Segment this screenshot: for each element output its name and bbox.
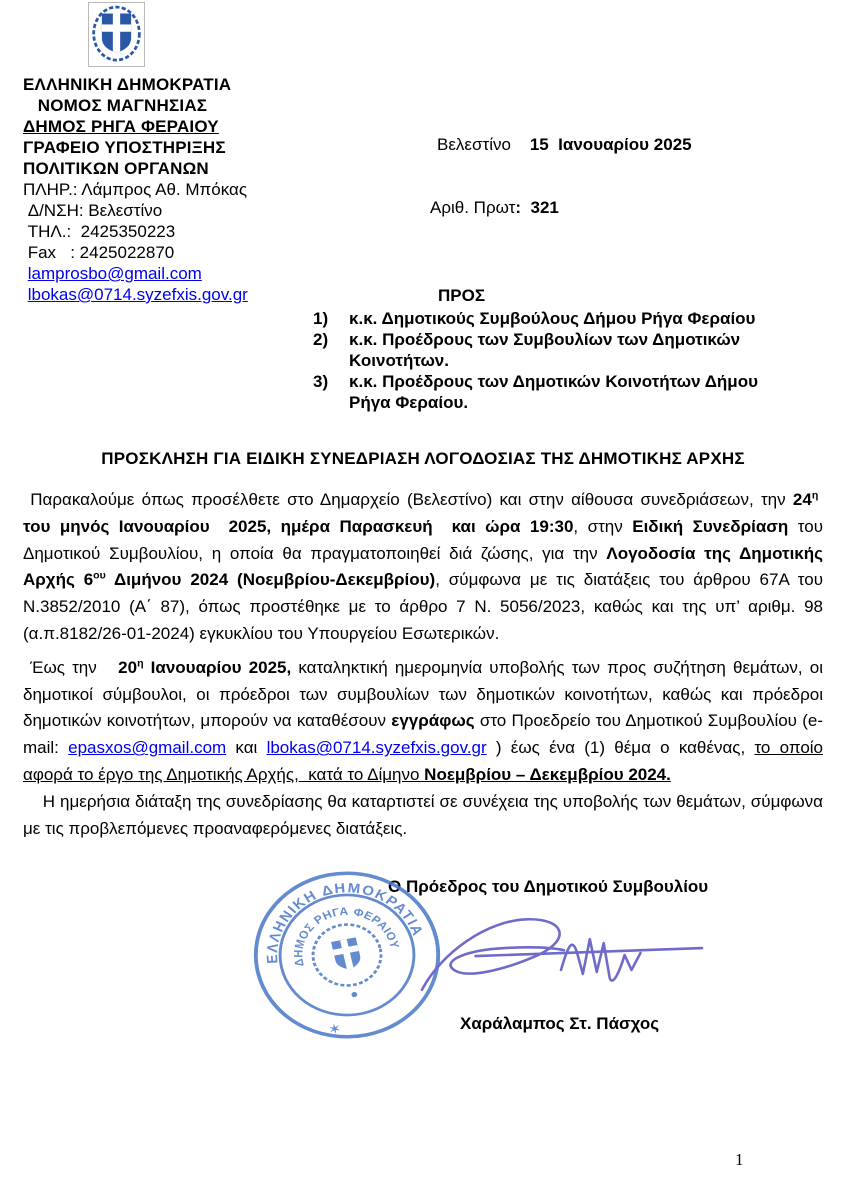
email-link[interactable]: lbokas@0714.syzefxis.gov.gr [27, 285, 248, 304]
handwritten-signature [412, 906, 710, 1018]
date-protocol-block [430, 92, 760, 260]
recipient-text: κ.κ. Προέδρους των Συμβουλίων των Δημοτικών Κοινοτήτων. [349, 330, 741, 370]
paragraph-agenda [23, 789, 823, 843]
stamp-inner-text: ΔΗΜΟΣ ΡΗΓΑ ΦΕΡΑΙΟΥ [292, 906, 401, 968]
text-segment: ΝΟΜΟΣ ΜΑΓΝΗΣΙΑΣ [23, 96, 208, 115]
text-segment: ΠΟΛΙΤΙΚΩΝ ΟΡΓΑΝΩΝ [23, 159, 209, 178]
text-segment: Βελεστίνο [437, 135, 530, 154]
text-segment: η [811, 489, 819, 502]
text-segment: Νοεμβρίου – Δεκεμβρίου 2024. [424, 764, 671, 784]
greek-coat-of-arms-image [88, 2, 145, 67]
email-link[interactable]: epasxos@gmail.com [68, 738, 227, 758]
paragraph-invitation [23, 487, 823, 648]
text-segment: Έως την [23, 657, 119, 677]
recipients-heading: ΠΡΟΣ [438, 286, 486, 305]
agency-line-7 [23, 221, 313, 242]
recipient-text: κ.κ. Δημοτικούς Συμβούλους Δήμου Ρήγα Φεραίου [349, 309, 756, 328]
signatory-name: Χαράλαμπος Στ. Πάσχος [460, 1014, 660, 1033]
text-segment: Fax : 2425022870 [23, 243, 175, 262]
list-marker: 1) [313, 309, 329, 328]
text-segment: ΠΛΗΡ.: Λάμπρος Αθ. Μπόκας [23, 180, 248, 199]
document-body [23, 487, 823, 842]
text-segment: , στην [573, 516, 633, 536]
text-segment: καταληκτική ημερομηνία υποβολής των προς συζήτηση θεμάτων, οι δημοτικοί σύμβουλοι, οι πρόεδροι των συμβουλίων των δημοτικών κοινοτήτων, καθώς και πρόεδροι δημοτικών κοινοτήτων, μπορούν να καταθέσουν [23, 657, 823, 731]
text-segment: ΤΗΛ.: 2425350223 [23, 222, 176, 241]
recipient-item [313, 329, 783, 371]
text-segment: ου [93, 569, 106, 582]
text-segment: εγγράφως [391, 711, 475, 731]
agency-line-2 [23, 116, 313, 137]
agency-header-block [23, 74, 313, 305]
stamp-outer-text: ΕΛΛΗΝΙΚΗ ΔΗΜΟΚΡΑΤΙΑ [264, 880, 427, 964]
agency-line-0 [23, 74, 313, 95]
text-segment: ΓΡΑΦΕΙΟ ΥΠΟΣΤΗΡΙΞΗΣ [23, 138, 226, 157]
text-segment: του μηνός Ιανουαρίου 2025, ημέρα Παρασκευή και ώρα 19:30 [23, 490, 823, 536]
greek-coat-of-arms-icon [90, 4, 143, 65]
text-segment: 20 [118, 657, 138, 677]
text-segment: 15 Ιανουαρίου 2025 [529, 135, 692, 154]
text-segment: Ειδική Συνεδρίαση [632, 516, 789, 536]
recipient-text: κ.κ. Προέδρους των Δημοτικών Κοινοτήτων Δήμου Ρήγα Φεραίου. [349, 372, 758, 412]
list-marker: 3) [313, 372, 329, 391]
recipient-item [313, 371, 783, 413]
text-segment: του Δημοτικού Συμβουλίου, η οποία θα πραγματοποιηθεί διά ζώσης, για την [23, 516, 823, 563]
recipient-item [313, 308, 783, 329]
text-segment: ΔΗΜΟΣ ΡΗΓΑ ΦΕΡΑΙΟΥ [23, 117, 219, 136]
text-segment: ΕΛΛΗΝΙΚΗ ΔΗΜΟΚΡΑΤΙΑ [23, 75, 232, 94]
date-line [430, 134, 760, 155]
stamp-star-icon: ✶ [326, 1021, 344, 1039]
agency-line-10 [23, 284, 313, 305]
agency-line-8 [23, 242, 313, 263]
list-marker: 2) [313, 330, 329, 349]
page-number: 1 [735, 1150, 744, 1169]
text-segment: : 321 [515, 198, 559, 217]
text-segment: , σύμφωνα με τις διατάξεις του άρθρου 67Α του Ν.3852/2010 (Α΄ 87), όπως προστέθηκε με το άρθρο 7 Ν. 5056/2023, καθώς και της υπ’ αριθμ. 98 (α.π.8182/26-01-2024) εγκυκλίου του Υπουργείου Εσωτερικών. [23, 570, 823, 643]
text-segment: 24 [792, 490, 812, 509]
agency-line-1 [23, 95, 313, 116]
agency-line-5 [23, 179, 313, 200]
text-segment: Η ημερήσια διάταξη της συνεδρίασης θα καταρτιστεί σε συνέχεια της υποβολής των θεμάτων, σύμφωνα με τις προβλεπόμενες προαναφερόμενες διατάξεις. [23, 791, 823, 838]
signatory-role: Ο Πρόεδρος του Δημοτικού Συμβουλίου [388, 877, 709, 896]
agency-line-9 [23, 263, 313, 284]
text-segment: Παρακαλούμε όπως προσέλθετε στο Δημαρχείο (Βελεστίνο) και στην αίθουσα συνεδριάσεων, την [23, 490, 793, 509]
text-segment: η [137, 657, 144, 670]
text-segment: και [226, 738, 267, 758]
paragraph-deadline [23, 655, 823, 789]
text-segment: Λογοδοσία της Δημοτικής Αρχής 6 [23, 543, 823, 590]
recipients-list [313, 308, 783, 413]
agency-line-4 [23, 158, 313, 179]
agency-line-6 [23, 200, 313, 221]
text-segment: Αριθ. Πρωτ [430, 198, 516, 217]
email-link[interactable]: lbokas@0714.syzefxis.gov.gr [266, 738, 487, 758]
text-segment: Ιανουαρίου 2025, [143, 657, 292, 677]
text-segment: Δ/ΝΣΗ: Βελεστίνο [23, 201, 163, 220]
email-link[interactable]: lamprosbo@gmail.com [27, 264, 202, 283]
protocol-number-line [430, 197, 760, 218]
document-title: ΠΡΟΣΚΛΗΣΗ ΓΙΑ ΕΙΔΙΚΗ ΣΥΝΕΔΡΙΑΣΗ ΛΟΓΟΔΟΣΙΑΣ ΤΗΣ ΔΗΜΟΤΙΚΗΣ ΑΡΧΗΣ [101, 449, 745, 468]
text-segment: Διμήνου 2024 (Νοεμβρίου-Δεκεμβρίου) [105, 570, 436, 590]
agency-line-3 [23, 137, 313, 158]
text-segment: το οποίο αφορά το έργο της Δημοτικής Αρχής, κατά το Δίμηνο [23, 738, 824, 784]
text-segment: στο Προεδρείο του Δημοτικού Συμβουλίου (e-mail: [23, 711, 823, 758]
text-segment: ) έως ένα (1) θέμα ο καθένας, [486, 738, 755, 758]
